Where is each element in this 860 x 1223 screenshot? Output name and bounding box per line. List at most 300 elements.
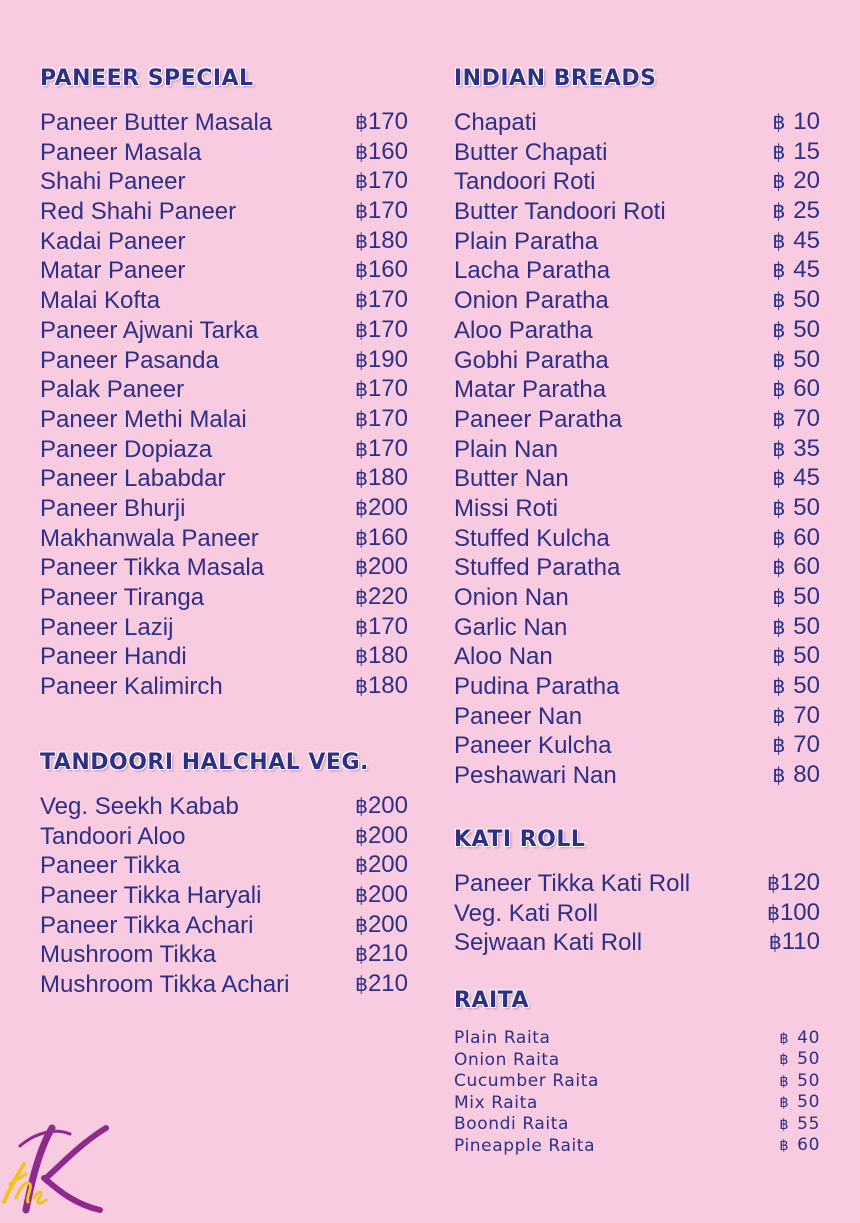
menu-item-name: Plain Paratha xyxy=(454,227,599,255)
menu-item xyxy=(40,405,408,435)
currency-symbol: ฿ xyxy=(772,468,786,491)
price-amount: 80 xyxy=(793,761,820,789)
menu-item-name: Paneer Kulcha xyxy=(454,732,612,760)
menu-item-name: Shahi Paneer xyxy=(40,168,186,196)
menu-item-name: Paneer Tikka xyxy=(40,852,181,880)
menu-item-price xyxy=(772,641,820,673)
price-amount: 50 xyxy=(793,315,820,343)
price-amount: 40 xyxy=(797,1027,820,1048)
currency-symbol: ฿ xyxy=(772,319,786,342)
currency-symbol: ฿ xyxy=(766,902,780,925)
menu-item xyxy=(454,1028,820,1050)
menu-item-name: Paneer Ajwani Tarka xyxy=(40,316,259,344)
price-amount: 50 xyxy=(793,583,820,610)
currency-symbol: ฿ xyxy=(354,616,368,639)
menu-item-name: Onion Raita xyxy=(454,1049,560,1070)
item-list xyxy=(454,869,820,958)
menu-item-name: Pudina Paratha xyxy=(454,673,620,701)
menu-item-name: Veg. Seekh Kabab xyxy=(40,793,239,820)
price-amount: 160 xyxy=(367,256,408,284)
menu-item xyxy=(454,138,820,168)
menu-item-price xyxy=(772,493,820,525)
currency-symbol: ฿ xyxy=(772,349,786,372)
menu-item xyxy=(40,970,408,1000)
currency-symbol: ฿ xyxy=(772,260,786,283)
price-amount: 200 xyxy=(367,792,408,819)
menu-item xyxy=(454,761,820,791)
price-amount: 50 xyxy=(793,612,820,640)
menu-item-name: Plain Nan xyxy=(454,435,559,463)
menu-item xyxy=(454,286,820,316)
price-amount: 25 xyxy=(793,197,820,225)
menu-item-price xyxy=(355,345,408,377)
menu-item-price xyxy=(355,434,408,466)
currency-symbol: ฿ xyxy=(354,230,368,253)
menu-item xyxy=(40,613,408,643)
currency-symbol: ฿ xyxy=(354,944,368,967)
menu-item-name: Pineapple Raita xyxy=(454,1135,596,1156)
menu-item xyxy=(40,881,408,911)
menu-item xyxy=(454,1071,820,1093)
currency-symbol: ฿ xyxy=(354,408,368,431)
currency-symbol: ฿ xyxy=(779,1116,790,1133)
price-amount: 180 xyxy=(367,672,408,700)
price-amount: 60 xyxy=(793,375,820,403)
price-amount: 100 xyxy=(779,898,820,926)
item-list xyxy=(454,1028,820,1158)
menu-item-name: Chapati xyxy=(454,109,537,136)
section-title: TANDOORI HALCHAL VEG. xyxy=(40,750,369,775)
section-title: PANEER SPECIAL xyxy=(40,66,254,91)
menu-item-name: Cucumber Raita xyxy=(454,1071,600,1092)
item-list xyxy=(40,792,408,1000)
price-amount: 15 xyxy=(793,137,820,165)
currency-symbol: ฿ xyxy=(772,141,786,164)
menu-item-name: Lacha Paratha xyxy=(454,257,611,285)
menu-item-name: Stuffed Paratha xyxy=(454,554,621,582)
menu-item-price xyxy=(355,939,408,971)
menu-item-price xyxy=(772,612,820,644)
menu-item-name: Mushroom Tikka Achari xyxy=(40,971,290,999)
menu-item-name: Paneer Handi xyxy=(40,643,187,671)
menu-item-price xyxy=(355,255,408,287)
currency-symbol: ฿ xyxy=(772,438,786,461)
menu-item xyxy=(40,524,408,554)
menu-item xyxy=(40,672,408,702)
menu-item xyxy=(454,316,820,346)
currency-symbol: ฿ xyxy=(772,557,786,580)
menu-item-price xyxy=(772,404,820,436)
menu-item xyxy=(40,940,408,970)
price-amount: 70 xyxy=(793,731,820,759)
currency-symbol: ฿ xyxy=(354,438,368,461)
price-amount: 35 xyxy=(793,434,820,462)
menu-item xyxy=(454,869,820,899)
menu-item xyxy=(454,108,820,138)
price-amount: 45 xyxy=(793,256,820,284)
price-amount: 20 xyxy=(793,167,820,195)
menu-item-name: Kadai Paneer xyxy=(40,227,186,255)
currency-symbol: ฿ xyxy=(354,319,368,342)
menu-item xyxy=(40,138,408,168)
price-amount: 70 xyxy=(793,701,820,729)
currency-symbol: ฿ xyxy=(354,914,368,937)
menu-item-name: Mushroom Tikka xyxy=(40,941,217,969)
currency-symbol: ฿ xyxy=(354,379,368,402)
currency-symbol: ฿ xyxy=(772,676,786,699)
price-amount: 200 xyxy=(367,553,408,581)
menu-item-name: Butter Tandoori Roti xyxy=(454,198,666,226)
currency-symbol: ฿ xyxy=(772,171,786,194)
menu-item-price xyxy=(772,730,820,762)
menu-item-name: Onion Nan xyxy=(454,584,569,611)
price-amount: 160 xyxy=(367,137,408,165)
price-amount: 180 xyxy=(367,464,408,492)
menu-item-price xyxy=(355,315,408,347)
section-title: KATI ROLL xyxy=(454,827,586,852)
menu-item-name: Malai Kofta xyxy=(40,287,161,315)
currency-symbol: ฿ xyxy=(772,201,786,224)
menu-item xyxy=(454,1136,820,1158)
item-list xyxy=(454,108,820,791)
menu-item-price xyxy=(772,434,820,466)
price-amount: 200 xyxy=(367,821,408,849)
currency-symbol: ฿ xyxy=(779,1138,790,1155)
menu-item-name: Paneer Kalimirch xyxy=(40,673,223,701)
price-amount: 210 xyxy=(367,940,408,968)
menu-item-price xyxy=(772,463,820,495)
menu-item-price xyxy=(779,1114,820,1137)
menu-item-name: Sejwaan Kati Roll xyxy=(454,929,643,957)
menu-item xyxy=(40,316,408,346)
menu-item xyxy=(40,435,408,465)
menu-item-price xyxy=(355,552,408,584)
price-amount: 50 xyxy=(797,1070,820,1091)
menu-item-price xyxy=(355,910,408,942)
menu-item xyxy=(40,227,408,257)
price-amount: 180 xyxy=(367,642,408,670)
menu-item-name: Gobhi Paratha xyxy=(454,346,609,374)
menu-item xyxy=(454,583,820,613)
currency-symbol: ฿ xyxy=(354,497,368,520)
menu-item xyxy=(40,642,408,672)
price-amount: 10 xyxy=(793,108,820,135)
menu-item-name: Paneer Tikka Haryali xyxy=(40,882,262,910)
menu-item-name: Paneer Lazij xyxy=(40,613,174,641)
menu-item xyxy=(40,583,408,613)
menu-item-price xyxy=(355,969,408,1001)
currency-symbol: ฿ xyxy=(354,796,368,818)
price-amount: 70 xyxy=(793,404,820,432)
menu-item-name: Garlic Nan xyxy=(454,613,568,641)
currency-symbol: ฿ xyxy=(354,974,368,997)
menu-item-name: Palak Paneer xyxy=(40,376,185,404)
currency-symbol: ฿ xyxy=(354,349,368,372)
menu-item xyxy=(454,731,820,761)
menu-item-price xyxy=(355,850,408,882)
currency-symbol: ฿ xyxy=(772,587,786,609)
currency-symbol: ฿ xyxy=(354,855,368,878)
menu-item xyxy=(454,197,820,227)
price-amount: 170 xyxy=(367,167,408,195)
menu-item-name: Onion Paratha xyxy=(454,287,609,315)
price-amount: 200 xyxy=(367,851,408,879)
menu-item-price xyxy=(772,166,820,198)
currency-symbol: ฿ xyxy=(772,379,786,402)
currency-symbol: ฿ xyxy=(772,616,786,639)
currency-symbol: ฿ xyxy=(772,646,786,669)
menu-item xyxy=(40,197,408,227)
menu-item xyxy=(454,672,820,702)
menu-item-price xyxy=(355,791,408,823)
price-amount: 50 xyxy=(793,286,820,314)
menu-item-name: Paneer Tikka Achari xyxy=(40,911,254,939)
section-title: INDIAN BREADS xyxy=(454,66,657,91)
menu-item xyxy=(454,464,820,494)
menu-item-name: Matar Paratha xyxy=(454,376,607,404)
menu-item xyxy=(454,553,820,583)
menu-item xyxy=(40,256,408,286)
currency-symbol: ฿ xyxy=(779,1095,790,1112)
currency-symbol: ฿ xyxy=(772,230,786,253)
menu-item xyxy=(40,286,408,316)
menu-item-price xyxy=(355,523,408,555)
currency-symbol: ฿ xyxy=(354,587,368,609)
price-amount: 200 xyxy=(367,881,408,909)
menu-item-price xyxy=(772,523,820,555)
menu-item-price xyxy=(355,226,408,258)
price-amount: 160 xyxy=(367,523,408,551)
price-amount: 60 xyxy=(793,553,820,581)
currency-symbol: ฿ xyxy=(766,873,780,895)
menu-item xyxy=(40,851,408,881)
menu-item-name: Mix Raita xyxy=(454,1092,538,1113)
price-amount: 50 xyxy=(793,642,820,670)
menu-item xyxy=(40,553,408,583)
menu-item-name: Paneer Tiranga xyxy=(40,584,205,611)
price-amount: 220 xyxy=(367,583,408,610)
currency-symbol: ฿ xyxy=(772,497,786,520)
menu-item xyxy=(40,375,408,405)
currency-symbol: ฿ xyxy=(354,885,368,908)
price-amount: 50 xyxy=(793,672,820,700)
price-amount: 45 xyxy=(793,226,820,254)
currency-symbol: ฿ xyxy=(354,201,368,224)
currency-symbol: ฿ xyxy=(354,468,368,491)
currency-symbol: ฿ xyxy=(354,825,368,848)
price-amount: 170 xyxy=(367,375,408,403)
section-tandoori-halchal-veg xyxy=(40,748,408,1000)
menu-item xyxy=(454,1093,820,1115)
price-amount: 120 xyxy=(779,869,820,896)
menu-item-price xyxy=(355,196,408,228)
section-paneer-special xyxy=(40,64,408,702)
price-amount: 50 xyxy=(793,345,820,373)
menu-item-name: Paneer Masala xyxy=(40,138,202,166)
menu-item-price xyxy=(355,493,408,525)
menu-item-price xyxy=(772,226,820,258)
menu-item-price xyxy=(772,345,820,377)
price-amount: 180 xyxy=(367,226,408,254)
menu-item-price xyxy=(772,552,820,584)
section-title: RAITA xyxy=(454,988,529,1013)
currency-symbol: ฿ xyxy=(772,408,786,431)
price-amount: 210 xyxy=(367,970,408,998)
menu-item-name: Veg. Kati Roll xyxy=(454,899,599,927)
menu-item-price xyxy=(355,166,408,198)
menu-item-price xyxy=(779,1071,820,1094)
currency-symbol: ฿ xyxy=(354,290,368,313)
section-indian-breads xyxy=(454,64,820,791)
menu-item xyxy=(454,613,820,643)
logo-icon xyxy=(0,1118,120,1218)
menu-item xyxy=(454,405,820,435)
currency-symbol: ฿ xyxy=(772,705,786,728)
menu-item xyxy=(40,464,408,494)
menu-item xyxy=(40,108,408,138)
price-amount: 45 xyxy=(793,464,820,492)
price-amount: 200 xyxy=(367,910,408,938)
menu-item xyxy=(40,167,408,197)
menu-item xyxy=(454,524,820,554)
menu-item-name: Red Shahi Paneer xyxy=(40,198,237,226)
menu-item-name: Paneer Paratha xyxy=(454,405,623,433)
menu-item-price xyxy=(355,404,408,436)
currency-symbol: ฿ xyxy=(354,676,368,699)
menu-item xyxy=(40,822,408,852)
menu-item-name: Plain Raita xyxy=(454,1028,551,1048)
menu-item-name: Stuffed Kulcha xyxy=(454,524,610,552)
price-amount: 170 xyxy=(367,404,408,432)
menu-item-name: Paneer Lababdar xyxy=(40,465,226,493)
menu-item-name: Paneer Tikka Kati Roll xyxy=(454,870,691,897)
menu-item-price xyxy=(355,107,408,139)
price-amount: 170 xyxy=(367,315,408,343)
menu-item xyxy=(454,435,820,465)
currency-symbol: ฿ xyxy=(354,141,368,164)
menu-item xyxy=(454,702,820,732)
menu-item-name: Matar Paneer xyxy=(40,257,186,285)
menu-item-price xyxy=(767,898,820,930)
section-raita xyxy=(454,986,820,1158)
price-amount: 170 xyxy=(367,286,408,314)
currency-symbol: ฿ xyxy=(768,932,782,955)
price-amount: 170 xyxy=(367,197,408,225)
menu-item-price xyxy=(355,285,408,317)
menu-item-price xyxy=(355,880,408,912)
menu-item xyxy=(454,642,820,672)
currency-symbol: ฿ xyxy=(354,557,368,580)
menu-item-name: Paneer Nan xyxy=(454,702,583,730)
currency-symbol: ฿ xyxy=(772,290,786,313)
currency-symbol: ฿ xyxy=(772,765,786,788)
menu-item xyxy=(454,494,820,524)
price-amount: 170 xyxy=(367,108,408,135)
menu-item xyxy=(454,375,820,405)
menu-item xyxy=(40,494,408,524)
menu-item-price xyxy=(772,760,820,792)
menu-item-name: Paneer Bhurji xyxy=(40,494,186,522)
menu-item xyxy=(454,227,820,257)
menu-item-name: Paneer Methi Malai xyxy=(40,405,247,433)
menu-item-price xyxy=(355,582,408,614)
menu-item xyxy=(454,346,820,376)
currency-symbol: ฿ xyxy=(779,1052,790,1069)
menu-item-name: Peshawari Nan xyxy=(454,762,617,790)
menu-item-price xyxy=(772,701,820,733)
menu-item-price xyxy=(779,1092,820,1115)
price-amount: 50 xyxy=(793,493,820,521)
currency-symbol: ฿ xyxy=(354,112,368,134)
menu-item-name: Paneer Dopiaza xyxy=(40,435,213,463)
menu-item-price xyxy=(779,1135,820,1158)
menu-item xyxy=(454,1114,820,1136)
menu-item-name: Butter Nan xyxy=(454,465,569,493)
menu-item xyxy=(454,1050,820,1072)
menu-item-price xyxy=(772,196,820,228)
currency-symbol: ฿ xyxy=(772,735,786,758)
currency-symbol: ฿ xyxy=(772,527,786,550)
menu-item-name: Tandoori Aloo xyxy=(40,822,186,850)
menu-item-price xyxy=(772,107,820,139)
menu-item-price xyxy=(772,285,820,317)
menu-item-price xyxy=(779,1028,820,1051)
menu-item xyxy=(454,256,820,286)
price-amount: 55 xyxy=(797,1113,820,1134)
menu-item-price xyxy=(355,641,408,673)
menu-item-price xyxy=(772,315,820,347)
menu-item-name: Makhanwala Paneer xyxy=(40,524,259,552)
menu-item-price xyxy=(772,671,820,703)
price-amount: 60 xyxy=(793,523,820,551)
menu-item-price xyxy=(355,463,408,495)
menu-item-price xyxy=(772,582,820,614)
menu-item-price xyxy=(772,137,820,169)
menu-item-name: Missi Roti xyxy=(454,494,559,522)
currency-symbol: ฿ xyxy=(772,112,786,134)
menu-item-name: Paneer Pasanda xyxy=(40,346,219,374)
price-amount: 200 xyxy=(367,493,408,521)
menu-item-price xyxy=(769,927,820,959)
menu-item xyxy=(454,167,820,197)
menu-item-price xyxy=(355,612,408,644)
price-amount: 170 xyxy=(367,612,408,640)
menu-item xyxy=(40,346,408,376)
currency-symbol: ฿ xyxy=(779,1030,790,1047)
price-amount: 190 xyxy=(367,345,408,373)
menu-item-price xyxy=(767,868,820,900)
menu-item-price xyxy=(772,374,820,406)
menu-item-price xyxy=(355,821,408,853)
menu-item-price xyxy=(355,137,408,169)
menu-item-price xyxy=(772,255,820,287)
currency-symbol: ฿ xyxy=(779,1073,790,1090)
price-amount: 110 xyxy=(781,928,820,956)
menu-item-name: Paneer Butter Masala xyxy=(40,109,273,136)
menu-item xyxy=(40,911,408,941)
menu-item-name: Aloo Nan xyxy=(454,643,553,671)
menu-item xyxy=(454,928,820,958)
menu-item-price xyxy=(355,671,408,703)
menu-item-name: Aloo Paratha xyxy=(454,316,593,344)
menu-item-name: Boondi Raita xyxy=(454,1114,570,1135)
item-list xyxy=(40,108,408,702)
currency-symbol: ฿ xyxy=(354,171,368,194)
menu-item-name: Paneer Tikka Masala xyxy=(40,554,265,582)
menu-item-name: Tandoori Roti xyxy=(454,168,596,196)
currency-symbol: ฿ xyxy=(354,260,368,283)
menu-item-price xyxy=(355,374,408,406)
